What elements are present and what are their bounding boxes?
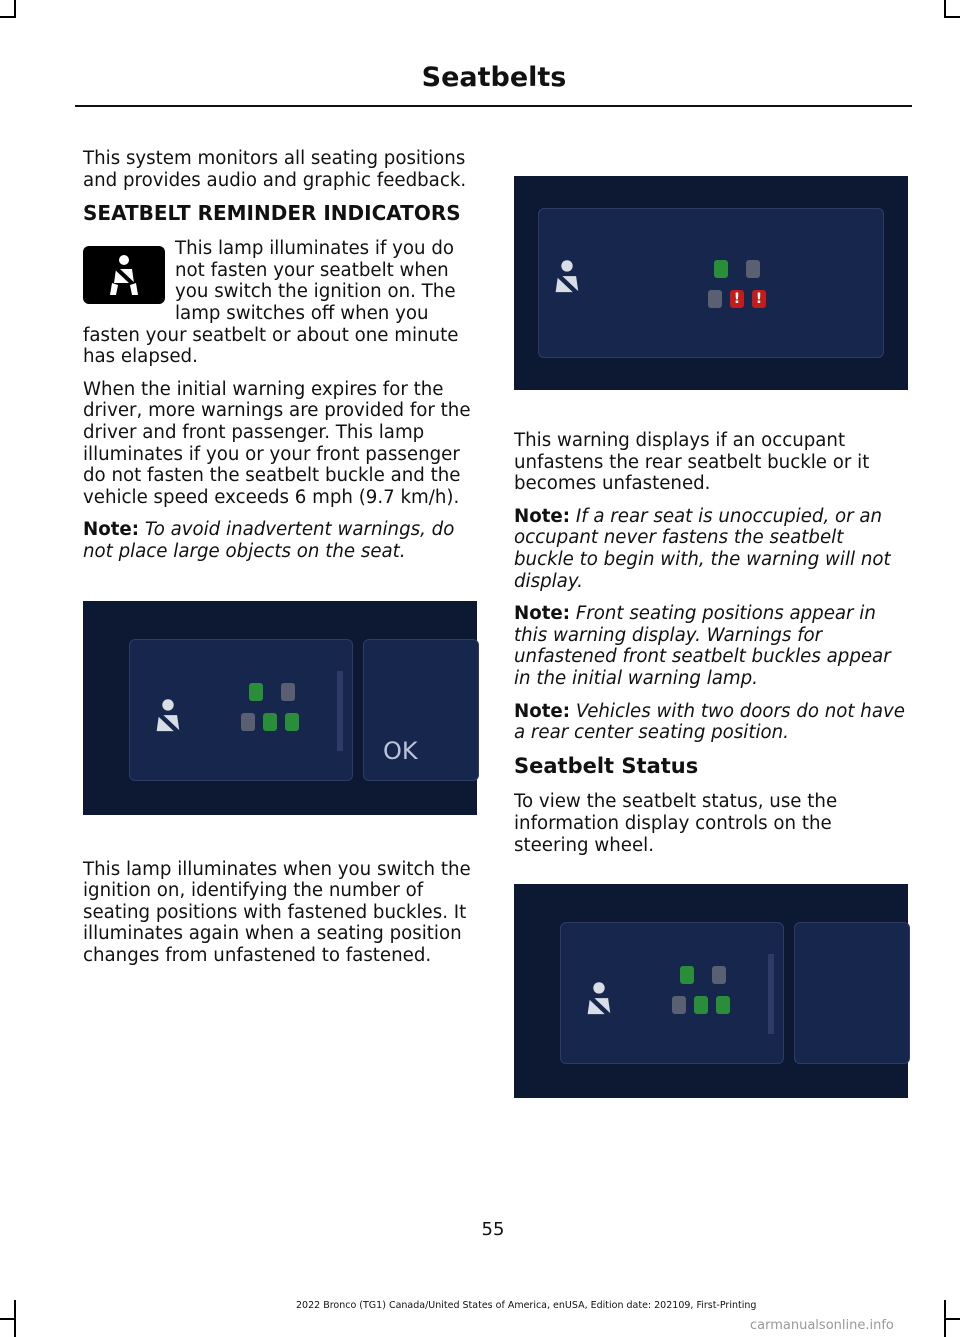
subsection-heading: Seatbelt Status (514, 753, 699, 778)
note-label: Note: (83, 519, 140, 541)
right-column (514, 176, 906, 1142)
note-text: Vehicles with two doors do not have a rear center seating position. (514, 700, 905, 744)
crop-mark (0, 16, 14, 18)
seat-indicator (672, 996, 686, 1014)
display-side-panel (363, 639, 479, 781)
seat-indicator (249, 683, 263, 701)
crop-mark (0, 1318, 14, 1320)
ok-label: OK (383, 736, 418, 765)
seatbelt-display-image (83, 601, 477, 815)
seat-indicator (714, 260, 728, 278)
lamp-description (83, 238, 475, 379)
display-side-panel (794, 922, 910, 1064)
note (514, 506, 906, 592)
note-text: To avoid inadvertent warnings, do not place large objects on the seat. (83, 519, 455, 562)
lamp-paragraph: This lamp illuminates if you do not fasten your seatbelt when you switch the ignition on. The lamp switches off when you fasten your seatbelt or about one minute has elapsed. (83, 238, 459, 368)
note-text: Front seating positions appear in this warning display. Warnings for unfastened front seatbelt buckles appear in the initial warning lamp. (514, 603, 891, 689)
page-title: Seatbelts (421, 62, 567, 93)
seat-indicator (712, 966, 726, 984)
scrollbar (768, 954, 774, 1034)
warning-icon: ! (752, 290, 766, 308)
seat-indicator (716, 996, 730, 1014)
seat-indicator (746, 260, 760, 278)
watermark: carmanualsonline.info (750, 1318, 894, 1333)
seatbelt-icon (576, 980, 622, 1030)
scrollbar (337, 671, 343, 751)
seatbelt-icon (83, 246, 165, 304)
note-text: If a rear seat is unoccupied, or an occupant never fastens the seatbelt buckle to begin with, the warning will not display. (514, 505, 891, 592)
warning-icon: ! (730, 290, 744, 308)
page-number-value: 55 (481, 1219, 505, 1240)
status-instructions: To view the seatbelt status, use the information display controls on the steering wheel. (514, 791, 838, 856)
intro-paragraph: This system monitors all seating positions and provides audio and graphic feedback. (83, 148, 467, 191)
seat-indicator (241, 713, 255, 731)
seat-indicator (680, 966, 694, 984)
note-label: Note: (514, 505, 571, 527)
seatbelt-status-display-image (514, 884, 908, 1098)
warning-paragraph: When the initial warning expires for the driver, more warnings are provided for the driver and front passenger. This lamp illuminates if you or your front passenger do not fasten the seatbelt buckle and the vehicle speed exceeds 6 mph (9.7 km/h). (83, 378, 471, 508)
rear-warning-display-image (514, 176, 908, 390)
seat-indicator (708, 290, 722, 308)
note (83, 519, 475, 562)
note-label: Note: (514, 700, 571, 722)
seat-indicator (281, 683, 295, 701)
footer-text: 2022 Bronco (TG1) Canada/United States of America, enUSA, Edition date: 202109, First-Printing (296, 1300, 757, 1311)
crop-mark (14, 0, 16, 18)
left-column (83, 148, 475, 977)
note (514, 603, 906, 689)
note (514, 701, 906, 744)
crop-mark (14, 1300, 16, 1337)
seatbelt-icon (145, 697, 191, 747)
crop-mark (946, 1318, 960, 1320)
crop-mark (946, 16, 960, 18)
rear-warning-paragraph: This warning displays if an occupant unfastens the rear seatbelt buckle or it becomes unfastened. (514, 430, 870, 495)
note-label: Note: (514, 603, 571, 625)
status-paragraph: This lamp illuminates when you switch the ignition on, identifying the number of seating positions with fastened buckles. It illuminates again when a seating position changes from unfastened to fastened. (83, 858, 471, 966)
header-rule (75, 105, 912, 107)
seatbelt-icon (544, 258, 590, 308)
seat-indicator (263, 713, 277, 731)
section-heading: SEATBELT REMINDER INDICATORS (83, 201, 461, 226)
seat-indicator (285, 713, 299, 731)
seat-indicator (694, 996, 708, 1014)
